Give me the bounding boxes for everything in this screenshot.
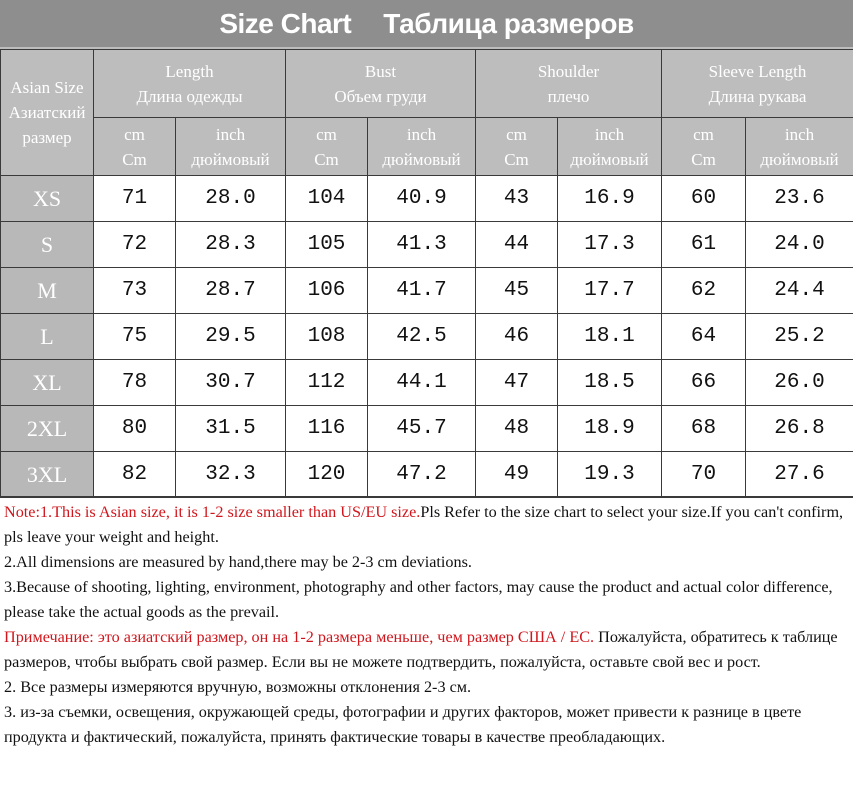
- table-cell: 72: [94, 222, 176, 268]
- table-row: [1, 314, 853, 360]
- table-cell: 64: [662, 314, 746, 360]
- unit-inch: inch дюймовый: [176, 118, 286, 176]
- table-cell: 41.7: [368, 268, 476, 314]
- table-cell: 47.2: [368, 452, 476, 498]
- table-cell: 26.0: [746, 360, 853, 406]
- table-cell: 104: [286, 176, 368, 222]
- table-cell: 16.9: [558, 176, 662, 222]
- table-row: [1, 406, 853, 452]
- table-cell: 116: [286, 406, 368, 452]
- size-label: 2XL: [1, 406, 94, 452]
- table-cell: 18.9: [558, 406, 662, 452]
- table-cell: 45.7: [368, 406, 476, 452]
- title-bar: [0, 0, 853, 49]
- table-cell: 106: [286, 268, 368, 314]
- table-cell: 61: [662, 222, 746, 268]
- table-cell: 80: [94, 406, 176, 452]
- table-cell: 70: [662, 452, 746, 498]
- table-cell: 31.5: [176, 406, 286, 452]
- table-cell: 108: [286, 314, 368, 360]
- unit-cm: cm Cm: [476, 118, 558, 176]
- note-ru-3: 3. из-за съемки, освещения, окружающей среды, фотографии и других факторов, может привести к разнице в цвете продукта и фактический, пожалуйста, принять фактические товары в качестве преобладающих.: [4, 703, 802, 746]
- table-cell: 18.1: [558, 314, 662, 360]
- table-cell: 73: [94, 268, 176, 314]
- table-cell: 68: [662, 406, 746, 452]
- table-cell: 71: [94, 176, 176, 222]
- table-cell: 120: [286, 452, 368, 498]
- table-cell: 44: [476, 222, 558, 268]
- title-ru: Таблица размеров: [383, 7, 634, 39]
- table-cell: 45: [476, 268, 558, 314]
- table-cell: 75: [94, 314, 176, 360]
- size-label: M: [1, 268, 94, 314]
- table-cell: 47: [476, 360, 558, 406]
- table-cell: 28.3: [176, 222, 286, 268]
- size-label: L: [1, 314, 94, 360]
- table-cell: 24.4: [746, 268, 853, 314]
- title-en: Size Chart: [219, 7, 352, 39]
- table-cell: 29.5: [176, 314, 286, 360]
- table-cell: 48: [476, 406, 558, 452]
- table-cell: 23.6: [746, 176, 853, 222]
- header-sleeve-length: Sleeve Length Длина рукава: [662, 50, 853, 118]
- unit-cm: cm Cm: [286, 118, 368, 176]
- table-cell: 17.7: [558, 268, 662, 314]
- table-cell: 18.5: [558, 360, 662, 406]
- table-cell: 24.0: [746, 222, 853, 268]
- table-cell: 32.3: [176, 452, 286, 498]
- header-bust: Bust Объем груди: [286, 50, 476, 118]
- header-shoulder: Shoulder плечо: [476, 50, 662, 118]
- table-cell: 40.9: [368, 176, 476, 222]
- table-cell: 82: [94, 452, 176, 498]
- table-cell: 46: [476, 314, 558, 360]
- table-cell: 78: [94, 360, 176, 406]
- table-cell: 28.0: [176, 176, 286, 222]
- table-cell: 105: [286, 222, 368, 268]
- table-cell: 28.7: [176, 268, 286, 314]
- note-en-1: Note:1.This is Asian size, it is 1-2 size smaller than US/EU size.Pls Refer to the size chart to select your size.If you can't confirm, pls leave your weight and height.: [4, 503, 844, 546]
- note-en-3: 3.Because of shooting, lighting, environment, photography and other factors, may cause the product and actual color difference, please take the actual goods as the prevail.: [4, 578, 833, 621]
- table-cell: 43: [476, 176, 558, 222]
- table-cell: 25.2: [746, 314, 853, 360]
- table-row: [1, 360, 853, 406]
- table-cell: 66: [662, 360, 746, 406]
- notes-section: [0, 496, 853, 796]
- header-length: Length Длина одежды: [94, 50, 286, 118]
- table-cell: 49: [476, 452, 558, 498]
- size-label: 3XL: [1, 452, 94, 498]
- size-label: XL: [1, 360, 94, 406]
- table-row: [1, 176, 853, 222]
- note-en-2: 2.All dimensions are measured by hand,there may be 2-3 cm deviations.: [4, 553, 472, 571]
- table-cell: 30.7: [176, 360, 286, 406]
- note-ru-1: Примечание: это азиатский размер, он на 1-2 размера меньше, чем размер США / ЕС. Пожалуйста, обратитесь к таблице размеров, чтобы выбрать свой размер. Если вы не можете подтвердить, пожалуйста, оставьте свой вес и рост.: [4, 628, 838, 671]
- header-asian-size: Asian Size Азиатский размер: [1, 50, 94, 176]
- size-table: [0, 49, 853, 498]
- table-cell: 27.6: [746, 452, 853, 498]
- note-ru-2: 2. Все размеры измеряются вручную, возможны отклонения 2-3 см.: [4, 678, 472, 696]
- unit-inch: inch дюймовый: [746, 118, 853, 176]
- table-cell: 19.3: [558, 452, 662, 498]
- table-row: [1, 222, 853, 268]
- table-cell: 42.5: [368, 314, 476, 360]
- table-row: [1, 268, 853, 314]
- unit-inch: inch дюймовый: [368, 118, 476, 176]
- table-cell: 44.1: [368, 360, 476, 406]
- size-label: XS: [1, 176, 94, 222]
- size-label: S: [1, 222, 94, 268]
- table-cell: 17.3: [558, 222, 662, 268]
- table-cell: 60: [662, 176, 746, 222]
- unit-inch: inch дюймовый: [558, 118, 662, 176]
- table-cell: 112: [286, 360, 368, 406]
- unit-cm: cm Cm: [94, 118, 176, 176]
- table-cell: 41.3: [368, 222, 476, 268]
- table-row: [1, 452, 853, 498]
- table-cell: 62: [662, 268, 746, 314]
- unit-cm: cm Cm: [662, 118, 746, 176]
- table-cell: 26.8: [746, 406, 853, 452]
